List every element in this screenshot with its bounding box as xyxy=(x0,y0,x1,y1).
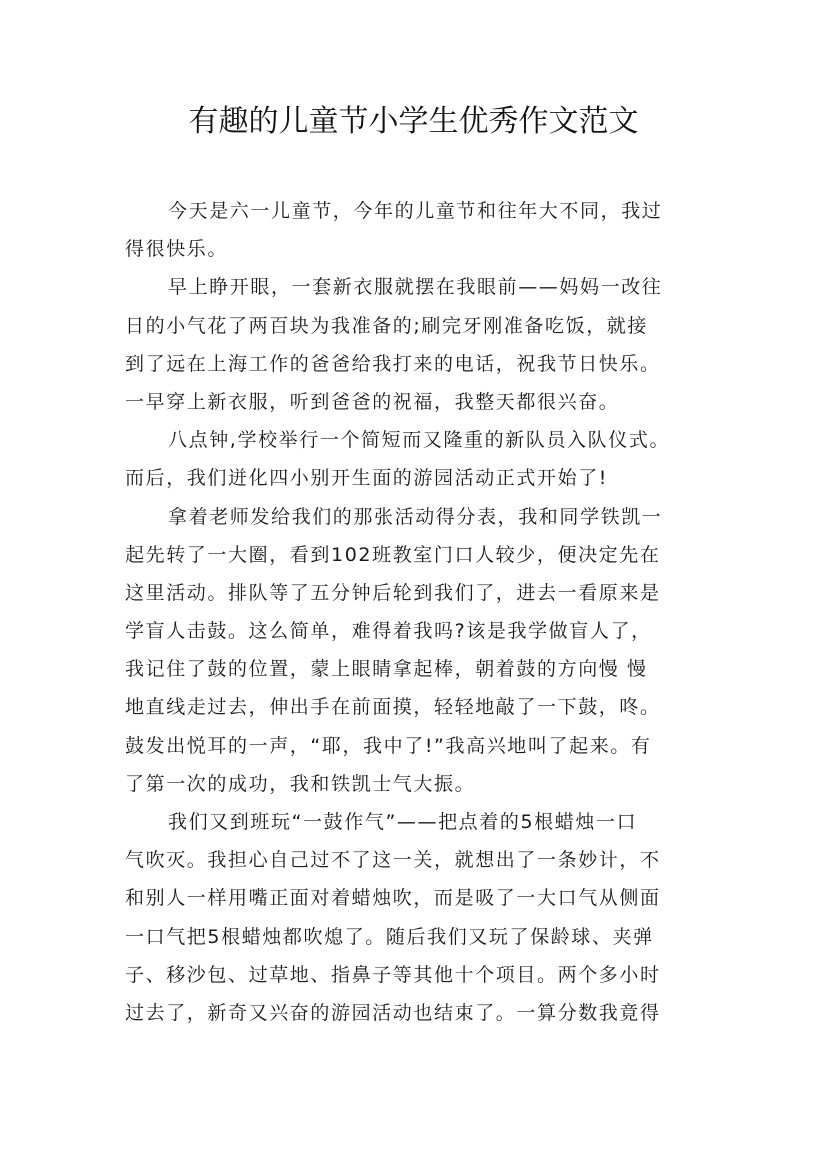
text-line: 和别人一样用嘴正面对着蜡烛吹，而是吸了一大口气从侧面 xyxy=(125,887,661,910)
text-line: 八点钟,学校举行一个简短而又隆重的新队员入队仪式。 xyxy=(168,429,671,452)
text-line: 这里活动。排队等了五分钟后轮到我们了，进去一看原来是 xyxy=(125,581,661,604)
text-line: 得很快乐。 xyxy=(125,238,229,261)
text-line: 气吹灭。我担心自己过不了这一关，就想出了一条妙计，不 xyxy=(125,849,661,872)
document-title: 有趣的儿童节小学生优秀作文范文 xyxy=(188,104,639,139)
text-line: 日的小气花了两百块为我准备的;刷完牙刚准备吃饭，就接 xyxy=(125,314,649,337)
text-line: 鼓发出悦耳的一声，“耶，我中了!”我高兴地叫了起来。有 xyxy=(125,734,652,757)
text-line: 子、移沙包、过草地、指鼻子等其他十个项目。两个多小时 xyxy=(125,963,661,986)
text-line: 拿着老师发给我们的那张活动得分表，我和同学铁凯一 xyxy=(168,505,663,528)
document-body xyxy=(125,192,715,1032)
text-line: 一口气把5根蜡烛都吹熄了。随后我们又玩了保龄球、夹弹 xyxy=(125,925,654,948)
text-line: 了第一次的成功，我和铁凯士气大振。 xyxy=(125,772,476,795)
text-line: 学盲人击鼓。这么简单，难得着我吗?该是我学做盲人了， xyxy=(125,620,652,643)
text-line: 过去了，新奇又兴奋的游园活动也结束了。一算分数我竟得 xyxy=(125,1001,661,1024)
text-line: 一早穿上新衣服，听到爸爸的祝福，我整天都很兴奋。 xyxy=(125,390,620,413)
text-line: 我记住了鼓的位置，蒙上眼睛拿起棒，朝着鼓的方向慢 慢 xyxy=(125,658,648,681)
text-line: 地直线走过去，伸出手在前面摸，轻轻地敲了一下鼓，咚。 xyxy=(125,696,661,719)
text-line: 起先转了一大圈，看到102班教室门口人较少，便决定先在 xyxy=(125,543,661,566)
text-line: 早上睁开眼，一套新衣服就摆在我眼前——妈妈一改往 xyxy=(168,276,663,299)
text-line: 今天是六一儿童节，今年的儿童节和往年大不同，我过 xyxy=(168,200,663,222)
text-line: 到了远在上海工作的爸爸给我打来的电话，祝我节日快乐。 xyxy=(125,352,661,375)
text-line: 而后，我们迸化四小别开生面的游园活动正式开始了! xyxy=(125,467,609,490)
text-line: 我们又到班玩“一鼓作气”——把点着的5根蜡烛一口 xyxy=(168,811,638,833)
